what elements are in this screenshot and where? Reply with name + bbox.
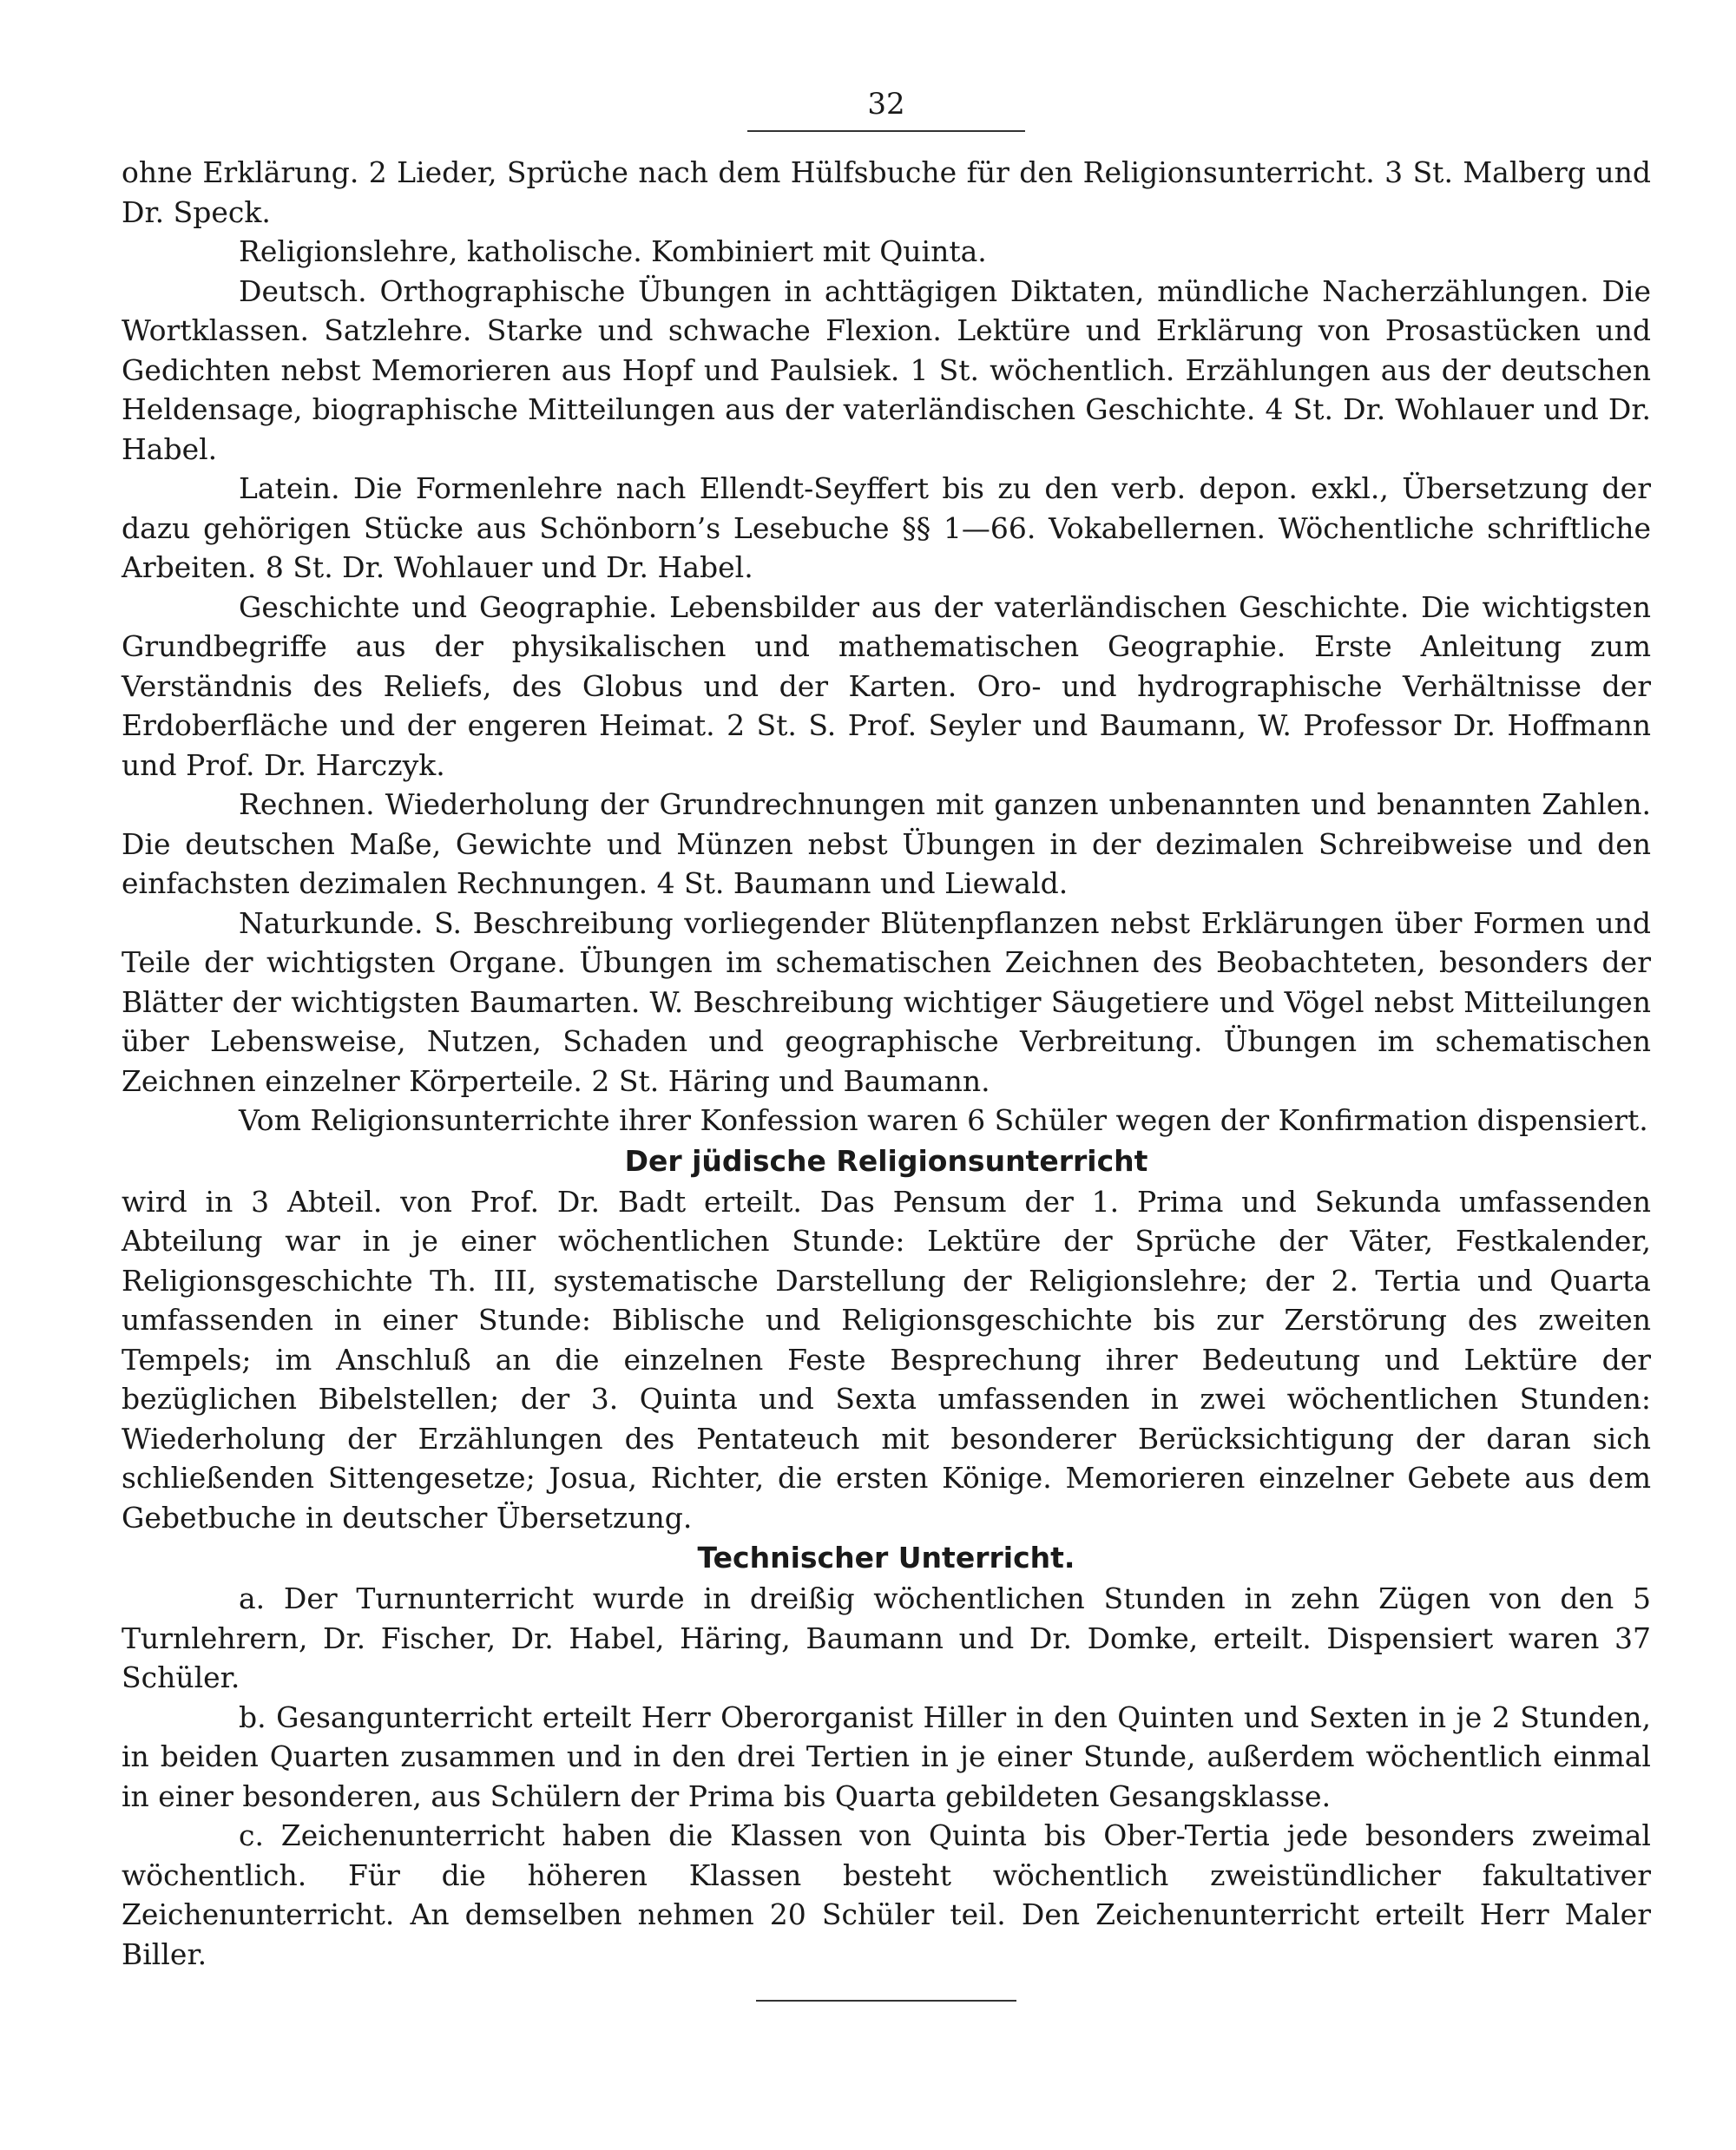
paragraph-geschichte-geographie: Geschichte und Geographie. Lebensbilder aus der vaterländischen Geschichte. Die wichtigsten Grundbegriffe aus der physikalischen und mathematischen Geographie. Erste Anleitung zum Verständnis des Reliefs, des Globus und der Karten. Oro- und hydrographische Verhältnisse der Erdoberfläche und der engeren Heimat. 2 St. S. Prof. Seyler und Baumann, W. Professor Dr. Hoffmann und Prof. Dr. Harczyk. (122, 589, 1651, 782)
paragraph-naturkunde: Naturkunde. S. Beschreibung vorliegender Blütenpflanzen nebst Erklärungen über Formen und Teile der wichtigsten Organe. Übungen im schematischen Zeichnen des Beobachteten, besonders der Blätter der wichtigsten Baumarten. W. Beschreibung wichtiger Säugetiere und Vögel nebst Mitteilungen über Lebensweise, Nutzen, Schaden und geographische Verbreitung. Übungen im schematischen Zeichnen einzelner Körperteile. 2 St. Häring und Baumann. (122, 905, 1651, 1098)
paragraph-turnunterricht: a. Der Turnunterricht wurde in dreißig wöchentlichen Stunden in zehn Zügen von den 5 Turnlehrern, Dr. Fischer, Dr. Habel, Häring, Baumann und Dr. Domke, erteilt. Dispensiert waren 37 Schüler. (122, 1581, 1651, 1694)
closing-rule (756, 2000, 1016, 2002)
heading-juedischer-religionsunterricht: Der jüdische Religionsunterricht (624, 1143, 1148, 1178)
body-text (122, 153, 1651, 1974)
document-page (122, 87, 1651, 2002)
paragraph-zeichenunterricht: c. Zeichenunterricht haben die Klassen von Quinta bis Ober-Tertia jede besonders zweimal wöchentlich. Für die höheren Klassen besteht wöchentlich zweistündlicher fakultativer Zeichenunterricht. An demselben nehmen 20 Schüler teil. Den Zeichenunterricht erteilt Herr Maler Biller. (122, 1818, 1651, 1971)
paragraph-deutsch: Deutsch. Orthographische Übungen in achttägigen Diktaten, mündliche Nacherzählungen. Die Wortklassen. Satzlehre. Starke und schwache Flexion. Lektüre und Erklärung von Prosastücken und Gedichten nebst Memorieren aus Hopf und Paulsiek. 1 St. wöchentlich. Erzählungen aus der deutschen Heldensage, biographische Mitteilungen aus der vaterländischen Geschichte. 4 St. Dr. Wohlauer und Dr. Habel. (122, 273, 1651, 466)
paragraph-religion-catholic: Religionslehre, katholische. Kombiniert mit Quinta. (239, 234, 987, 268)
paragraph-latein: Latein. Die Formenlehre nach Ellendt-Seyffert bis zu den verb. depon. exkl., Übersetzung der dazu gehörigen Stücke aus Schönborn’s Lesebuche §§ 1—66. Vokabellernen. Wöchentliche schriftliche Arbeiten. 8 St. Dr. Wohlauer und Dr. Habel. (122, 471, 1651, 584)
paragraph-dispensation: Vom Religionsunterrichte ihrer Konfession waren 6 Schüler wegen der Konfirmation dispensiert. (239, 1103, 1648, 1137)
paragraph-rechnen: Rechnen. Wiederholung der Grundrechnungen mit ganzen unbenannten und benannten Zahlen. Die deutschen Maße, Gewichte und Münzen nebst Übungen in der dezimalen Schreibweise und den einfachsten dezimalen Rechnungen. 4 St. Baumann und Liewald. (122, 787, 1651, 900)
paragraph-religion-continued: ohne Erklärung. 2 Lieder, Sprüche nach dem Hülfsbuche für den Religionsunterricht. 3 St. Malberg und Dr. Speck. (122, 155, 1651, 229)
page-number: 32 (747, 87, 1025, 132)
heading-technischer-unterricht: Technischer Unterricht. (697, 1541, 1075, 1575)
paragraph-juedischer-religionsunterricht: wird in 3 Abteil. von Prof. Dr. Badt erteilt. Das Pensum der 1. Prima und Sekunda umfassenden Abteilung war in je einer wöchentlichen Stunde: Lektüre der Sprüche der Väter, Festkalender, Religionsgeschichte Th. III, systematische Darstellung der Religionslehre; der 2. Tertia und Quarta umfassenden in einer Stunde: Biblische und Religionsgeschichte bis zur Zerstörung des zweiten Tempels; im Anschluß an die einzelnen Feste Besprechung ihrer Bedeutung und Lektüre der bezüglichen Bibelstellen; der 3. Quinta und Sexta umfassenden in zwei wöchentlichen Stunden: Wiederholung der Erzählungen des Pentateuch mit besonderer Berücksichtigung der daran sich schließenden Sittengesetze; Josua, Richter, die ersten Könige. Memorieren einzelner Gebete aus dem Gebetbuche in deutscher Übersetzung. (122, 1184, 1651, 1535)
paragraph-gesangunterricht: b. Gesangunterricht erteilt Herr Oberorganist Hiller in den Quinten und Sexten in je 2 Stunden, in beiden Quarten zusammen und in den drei Tertien in je einer Stunde, außerdem wöchentlich einmal in einer besonderen, aus Schülern der Prima bis Quarta gebildeten Gesangsklasse. (122, 1700, 1651, 1813)
